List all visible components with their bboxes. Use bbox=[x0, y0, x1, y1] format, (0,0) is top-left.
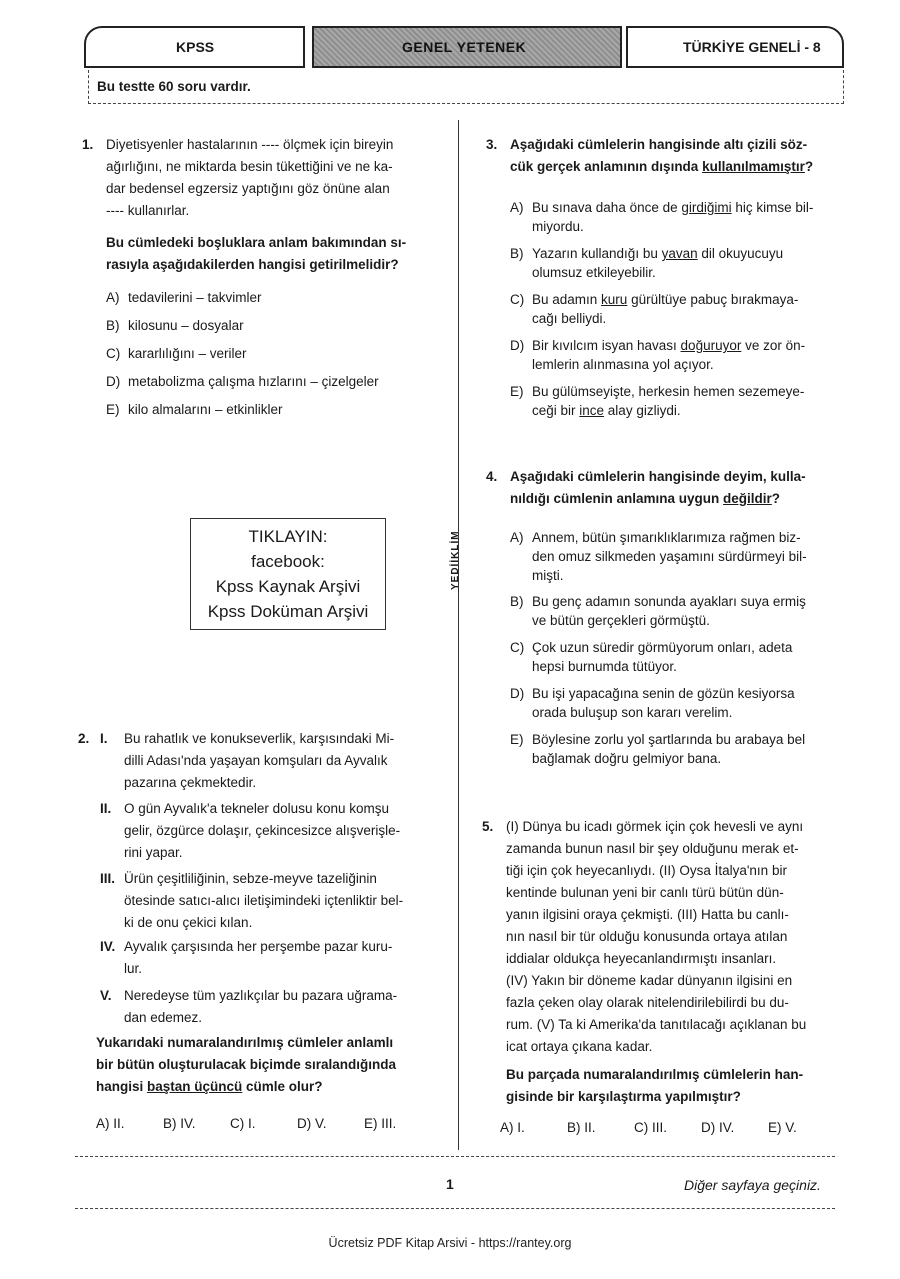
option-text: metabolizma çalışma hızlarını – çizelgeler bbox=[128, 374, 379, 389]
passage-line: (IV) Yakın bir döneme kadar dünyanın ilgisini en bbox=[506, 973, 793, 988]
underlined-word: kuru bbox=[601, 292, 628, 307]
question-number: 4. bbox=[486, 469, 498, 484]
option-text: gürültüye pabuç bırakmaya- bbox=[627, 292, 799, 307]
source-link[interactable]: Ücretsiz PDF Kitap Arsivi - https://rantey.org bbox=[328, 1236, 572, 1250]
answer-c[interactable]: C) I. bbox=[230, 1116, 256, 1131]
stem-line: dar bedensel egzersiz yaptığını göz önüne alan bbox=[106, 181, 390, 196]
question-prompt: gisinde bir karşılaştırma yapılmıştır? bbox=[506, 1089, 741, 1104]
option-letter: C) bbox=[106, 346, 121, 361]
q2-prompt bbox=[96, 1032, 446, 1098]
option-text: kilo almalarını – etkinlikler bbox=[128, 402, 283, 417]
roman-numeral: III. bbox=[100, 871, 116, 886]
exam-series: TÜRKİYE GENELİ - 8 bbox=[683, 39, 821, 55]
question-number: 2. bbox=[78, 731, 90, 746]
item-line: Bu rahatlık ve konukseverlik, karşısındaki Mi- bbox=[124, 731, 395, 746]
passage-line: iddialar oldukça heyecanlandırmıştı insanları. bbox=[506, 951, 777, 966]
option-text: Bu gülümseyişte, herkesin hemen sezemeye- bbox=[532, 384, 805, 399]
promo-line: Kpss Doküman Arşivi bbox=[207, 602, 369, 621]
answer-e[interactable]: E) V. bbox=[768, 1120, 797, 1135]
passage-line: kentinde bulunan yeni bir canlı türü bütün dün- bbox=[506, 885, 784, 900]
stem-line: ağırlığını, ne miktarda besin tükettiğini ve ne ka- bbox=[106, 159, 393, 174]
item-line: lur. bbox=[124, 961, 143, 976]
option-text: orada buluşup son kararı verelim. bbox=[532, 705, 733, 720]
question-prompt: Bu cümledeki boşluklara anlam bakımından sı- bbox=[106, 235, 407, 250]
underlined-word: ince bbox=[579, 403, 605, 418]
header-center-box bbox=[312, 26, 622, 68]
q5-answers bbox=[500, 1120, 840, 1140]
passage bbox=[506, 816, 806, 1108]
prompt-text: hangisi bbox=[96, 1079, 148, 1094]
item-line: gelir, özgürce dolaşır, çekincesizce alışverişle- bbox=[124, 823, 401, 838]
answer-b[interactable]: B) II. bbox=[567, 1120, 596, 1135]
roman-numeral: I. bbox=[100, 731, 108, 746]
question-number: 3. bbox=[486, 137, 498, 152]
prompt-text: cümle olur? bbox=[242, 1079, 323, 1094]
option-letter: D) bbox=[510, 338, 525, 353]
passage-line: rum. (V) Ta ki Amerika'da tanıtılacağı açıklanan bu bbox=[506, 1017, 807, 1032]
option-text: ve bütün gerçekleri görmüştü. bbox=[532, 613, 710, 628]
underlined-word: doğuruyor bbox=[680, 338, 742, 353]
roman-numeral: IV. bbox=[100, 939, 116, 954]
promo-box[interactable] bbox=[190, 518, 386, 630]
option-letter: A) bbox=[510, 530, 524, 545]
option-text: lemlerin alınmasına yol açıyor. bbox=[532, 357, 714, 372]
underlined-word: yavan bbox=[661, 246, 698, 261]
question-stem bbox=[106, 134, 446, 276]
option-letter: C) bbox=[510, 640, 525, 655]
page-number: 1 bbox=[446, 1176, 454, 1192]
option-text: bağlamak doğru gelmiyor bana. bbox=[532, 751, 722, 766]
question-number: 1. bbox=[82, 137, 94, 152]
question-prompt bbox=[510, 488, 806, 510]
question-count: Bu testte 60 soru vardır. bbox=[97, 79, 251, 94]
question-prompt: Yukarıdaki numaralandırılmış cümleler anlamlı bbox=[96, 1035, 394, 1050]
option-text: olumsuz etkileyebilir. bbox=[532, 265, 656, 280]
answer-a[interactable]: A) I. bbox=[500, 1120, 525, 1135]
passage-line: fazla çeken olay olarak nitelendirilebilirdi bu du- bbox=[506, 995, 789, 1010]
passage-line: (I) Dünya bu icadı görmek için çok hevesli ve aynı bbox=[506, 819, 804, 834]
promo-line: facebook: bbox=[251, 552, 325, 571]
answer-d[interactable]: D) IV. bbox=[701, 1120, 735, 1135]
option-text: Bu genç adamın sonunda ayakları suya ermiş bbox=[532, 594, 806, 609]
item-line: Ayvalık çarşısında her perşembe pazar kuru- bbox=[124, 939, 393, 954]
q2-answers bbox=[96, 1116, 446, 1136]
roman-numeral: II. bbox=[100, 801, 112, 816]
publisher-vertical-label: YEDİİKLİM bbox=[450, 530, 461, 590]
promo-line: Kpss Kaynak Arşivi bbox=[215, 577, 361, 596]
question-prompt: Aşağıdaki cümlelerin hangisinde altı çizili söz- bbox=[510, 137, 808, 152]
next-page-note: Diğer sayfaya geçiniz. bbox=[684, 1177, 821, 1193]
question-prompt: rasıyla aşağıdakilerden hangisi getirilmelidir? bbox=[106, 257, 399, 272]
item-line: Neredeyse tüm yazlıkçılar bu pazara uğrama- bbox=[124, 988, 398, 1003]
option-text: Yazarın kullandığı bu bbox=[532, 246, 662, 261]
answer-e[interactable]: E) III. bbox=[364, 1116, 397, 1131]
option-letter: C) bbox=[510, 292, 525, 307]
item-line: rini yapar. bbox=[124, 845, 183, 860]
answer-d[interactable]: D) V. bbox=[297, 1116, 327, 1131]
answer-a[interactable]: A) II. bbox=[96, 1116, 125, 1131]
roman-numeral: V. bbox=[100, 988, 112, 1003]
passage-line: icat ortaya çıkana kadar. bbox=[506, 1039, 653, 1054]
option-letter: A) bbox=[106, 290, 120, 305]
option-letter: D) bbox=[510, 686, 525, 701]
question-prompt-last bbox=[96, 1076, 446, 1098]
option-text: den omuz silkmeden yaşamını sürdürmeyi bil- bbox=[532, 549, 807, 564]
question-prompt bbox=[510, 156, 813, 178]
item-line: O gün Ayvalık'a tekneler dolusu konu komşu bbox=[124, 801, 389, 816]
question-prompt: Aşağıdaki cümlelerin hangisinde deyim, kulla- bbox=[510, 469, 806, 484]
option-text: hiç kimse bil- bbox=[731, 200, 814, 215]
option-text: hepsi burnumda tütüyor. bbox=[532, 659, 677, 674]
option-text: Bu sınava daha önce de bbox=[532, 200, 682, 215]
prompt-text: ? bbox=[771, 491, 781, 506]
option-letter: B) bbox=[510, 594, 524, 609]
footer-divider-top bbox=[75, 1156, 835, 1157]
exam-name: KPSS bbox=[176, 39, 215, 55]
option-text: ceği bir bbox=[532, 403, 580, 418]
option-letter: E) bbox=[510, 732, 524, 747]
passage-line: nın nasıl bir tür olduğu konusunda ortaya atılan bbox=[506, 929, 788, 944]
header-right-box bbox=[626, 26, 844, 68]
answer-b[interactable]: B) IV. bbox=[163, 1116, 196, 1131]
footer-divider-bottom bbox=[75, 1208, 835, 1209]
option-text: kararlılığını – veriler bbox=[128, 346, 247, 361]
option-text: mişti. bbox=[532, 568, 564, 583]
option-text: Bir kıvılcım isyan havası bbox=[532, 338, 681, 353]
question-number: 5. bbox=[482, 819, 494, 834]
prompt-text: ? bbox=[804, 159, 814, 174]
question-prompt: Bu parçada numaralandırılmış cümlelerin han- bbox=[506, 1067, 804, 1082]
underlined-word: girdiğimi bbox=[681, 200, 732, 215]
promo-line: TIKLAYIN: bbox=[248, 527, 328, 546]
option-text: miyordu. bbox=[532, 219, 584, 234]
stem-line: Diyetisyenler hastalarının ---- ölçmek için bireyin bbox=[106, 137, 394, 152]
passage-line: yanın ilgisini oraya çekmişti. (III) Hatta bu canlı- bbox=[506, 907, 789, 922]
column-divider bbox=[458, 120, 459, 1150]
option-letter: E) bbox=[106, 402, 120, 417]
option-text: tedavilerini – takvimler bbox=[128, 290, 262, 305]
question-count-bar bbox=[88, 70, 844, 104]
item-line: Ürün çeşitliliğinin, sebze-meyve tazeliğinin bbox=[124, 871, 377, 886]
option-letter: E) bbox=[510, 384, 524, 399]
answer-c[interactable]: C) III. bbox=[634, 1120, 667, 1135]
item-line: ki de onu çekici kılan. bbox=[124, 915, 253, 930]
item-line: dan edemez. bbox=[124, 1010, 203, 1025]
passage-line: zamanda bunun nasıl bir şey olduğunu merak et- bbox=[506, 841, 799, 856]
passage-line: tiği için çok heyecanlıydı. (II) Oysa İtalya'nın bir bbox=[506, 863, 787, 878]
question-prompt: bir bütün oluşturulacak biçimde sıralandığında bbox=[96, 1057, 397, 1072]
prompt-underlined: değildir bbox=[723, 491, 772, 506]
item-line: pazarına çekmektedir. bbox=[124, 775, 257, 790]
option-text: kilosunu – dosyalar bbox=[128, 318, 244, 333]
option-text: Bu adamın bbox=[532, 292, 602, 307]
prompt-text: nıldığı cümlenin anlamına uygun bbox=[510, 491, 724, 506]
option-text: ve zor ön- bbox=[741, 338, 806, 353]
option-letter: B) bbox=[510, 246, 524, 261]
item-line: ötesinde satıcı-alıcı iletişimindeki içtenliktir bel- bbox=[124, 893, 404, 908]
item-line: dilli Adası'nda yaşayan komşuları da Ayvalık bbox=[124, 753, 388, 768]
option-letter: B) bbox=[106, 318, 120, 333]
prompt-underlined: kullanılmamıştır bbox=[702, 159, 805, 174]
option-text: Bu işi yapacağına senin de gözün kesiyorsa bbox=[532, 686, 795, 701]
option-text: Böylesine zorlu yol şartlarında bu arabaya bel bbox=[532, 732, 806, 747]
stem-line: ---- kullanırlar. bbox=[106, 203, 190, 218]
option-text: dil okuyucuyu bbox=[697, 246, 784, 261]
option-letter: D) bbox=[106, 374, 121, 389]
option-text: cağı belliydi. bbox=[532, 311, 607, 326]
option-text: alay gizliydi. bbox=[604, 403, 681, 418]
prompt-text: cük gerçek anlamının dışında bbox=[510, 159, 703, 174]
option-letter: A) bbox=[510, 200, 524, 215]
header-left-box bbox=[84, 26, 305, 68]
option-text: Annem, bütün şımarıklıklarımıza rağmen biz- bbox=[532, 530, 801, 545]
prompt-underlined: baştan üçüncü bbox=[147, 1079, 243, 1094]
option-text: Çok uzun süredir görmüyorum onları, adeta bbox=[532, 640, 793, 655]
section-title: GENEL YETENEK bbox=[402, 39, 527, 55]
